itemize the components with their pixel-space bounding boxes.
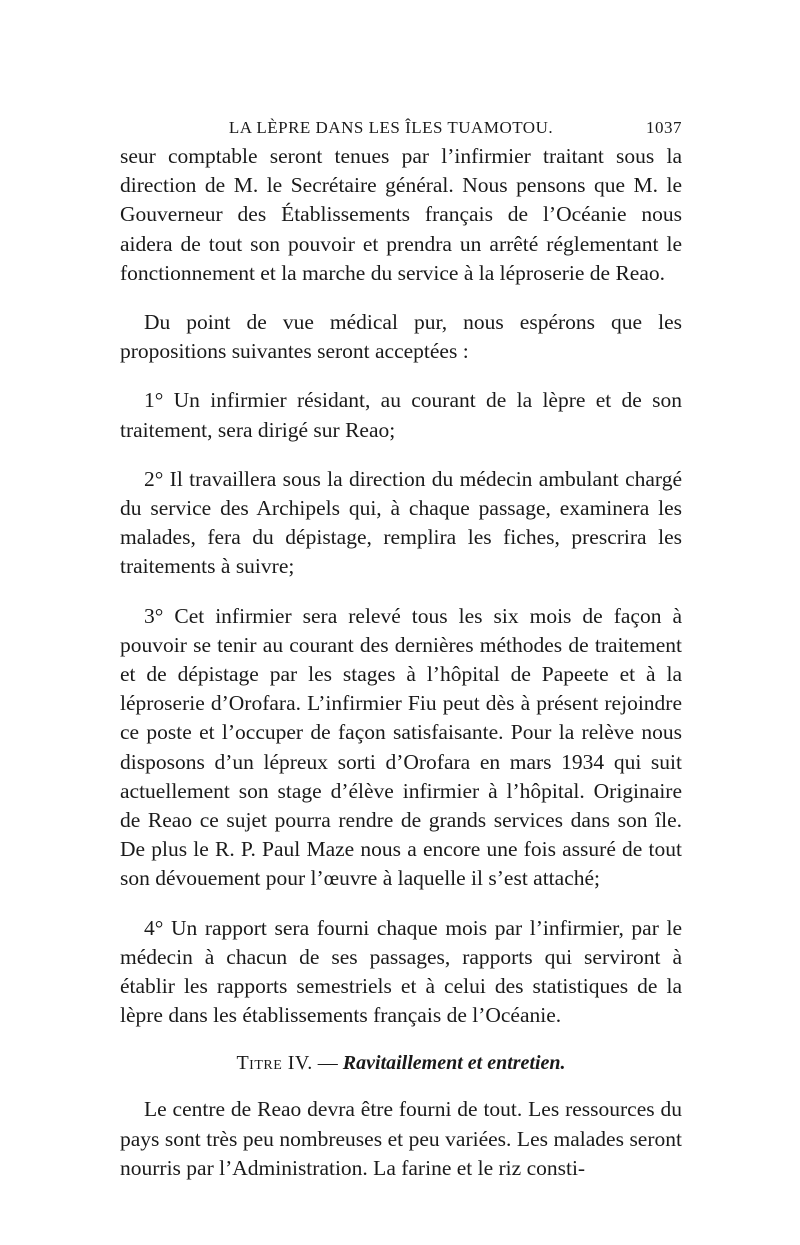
document-page [120,112,682,1183]
running-header [120,112,682,142]
section-dash: — [312,1052,343,1075]
section-title: Ravitaillement et entretien. [342,1052,566,1075]
paragraph-continuation: seur comptable seront tenues par l’infirmier traitant sous la direction de M. le Secrétaire général. Nous pensons que M. le Gouverneur des Établissements français de l’Océanie nous aidera de tout son pouvoir et prendra un arrêté réglementant le fonctionnement et la marche du service à la léproserie de Reao. [120,144,682,285]
list-item-1: 1° Un infirmier résidant, au courant de la lèpre et de son traitement, sera dirigé sur Reao; [120,388,682,442]
paragraph-final: Le centre de Reao devra être fourni de tout. Les ressources du pays sont très peu nombreuses et peu variées. Les malades seront nourris par l’Administration. La farine et le riz consti- [120,1097,682,1180]
list-item-2: 2° Il travaillera sous la direction du médecin ambulant chargé du service des Archipels qui, à chaque passage, examinera les malades, fera du dépistage, remplira les fiches, prescrira les traitements à suivre; [120,466,682,579]
section-heading [120,1052,682,1075]
running-title: LA LÈPRE DANS LES ÎLES TUAMOTOU. [228,118,554,137]
paragraph-medical-intro: Du point de vue médical pur, nous espérons que les propositions suivantes seront acceptées : [120,310,682,364]
section-label: Titre IV. [236,1052,313,1075]
page-number: 1037 [646,118,682,137]
list-item-3: 3° Cet infirmier sera relevé tous les six mois de façon à pouvoir se tenir au courant des dernières méthodes de traitement et de dépistage par les stages à l’hôpital de Papeete et à la léproserie d’Orofara. L’infirmier Fiu peut dès à présent rejoindre ce poste et l’occuper de façon satisfaisante. Pour la relève nous disposons d’un lépreux sorti d’Orofara en mars 1934 qui suit actuellement son stage d’élève infirmier à l’hôpital. Originaire de Reao ce sujet pourra rendre de grands services dans son île. De plus le R. P. Paul Maze nous a encore une fois assuré de tout son dévouement pour l’œuvre à laquelle il s’est attaché; [120,603,682,891]
list-item-4: 4° Un rapport sera fourni chaque mois par l’infirmier, par le médecin à chacun de ses passages, rapports qui serviront à établir les rapports semestriels et à celui des statistiques de la lèpre dans les établissements français de l’Océanie. [120,915,682,1028]
